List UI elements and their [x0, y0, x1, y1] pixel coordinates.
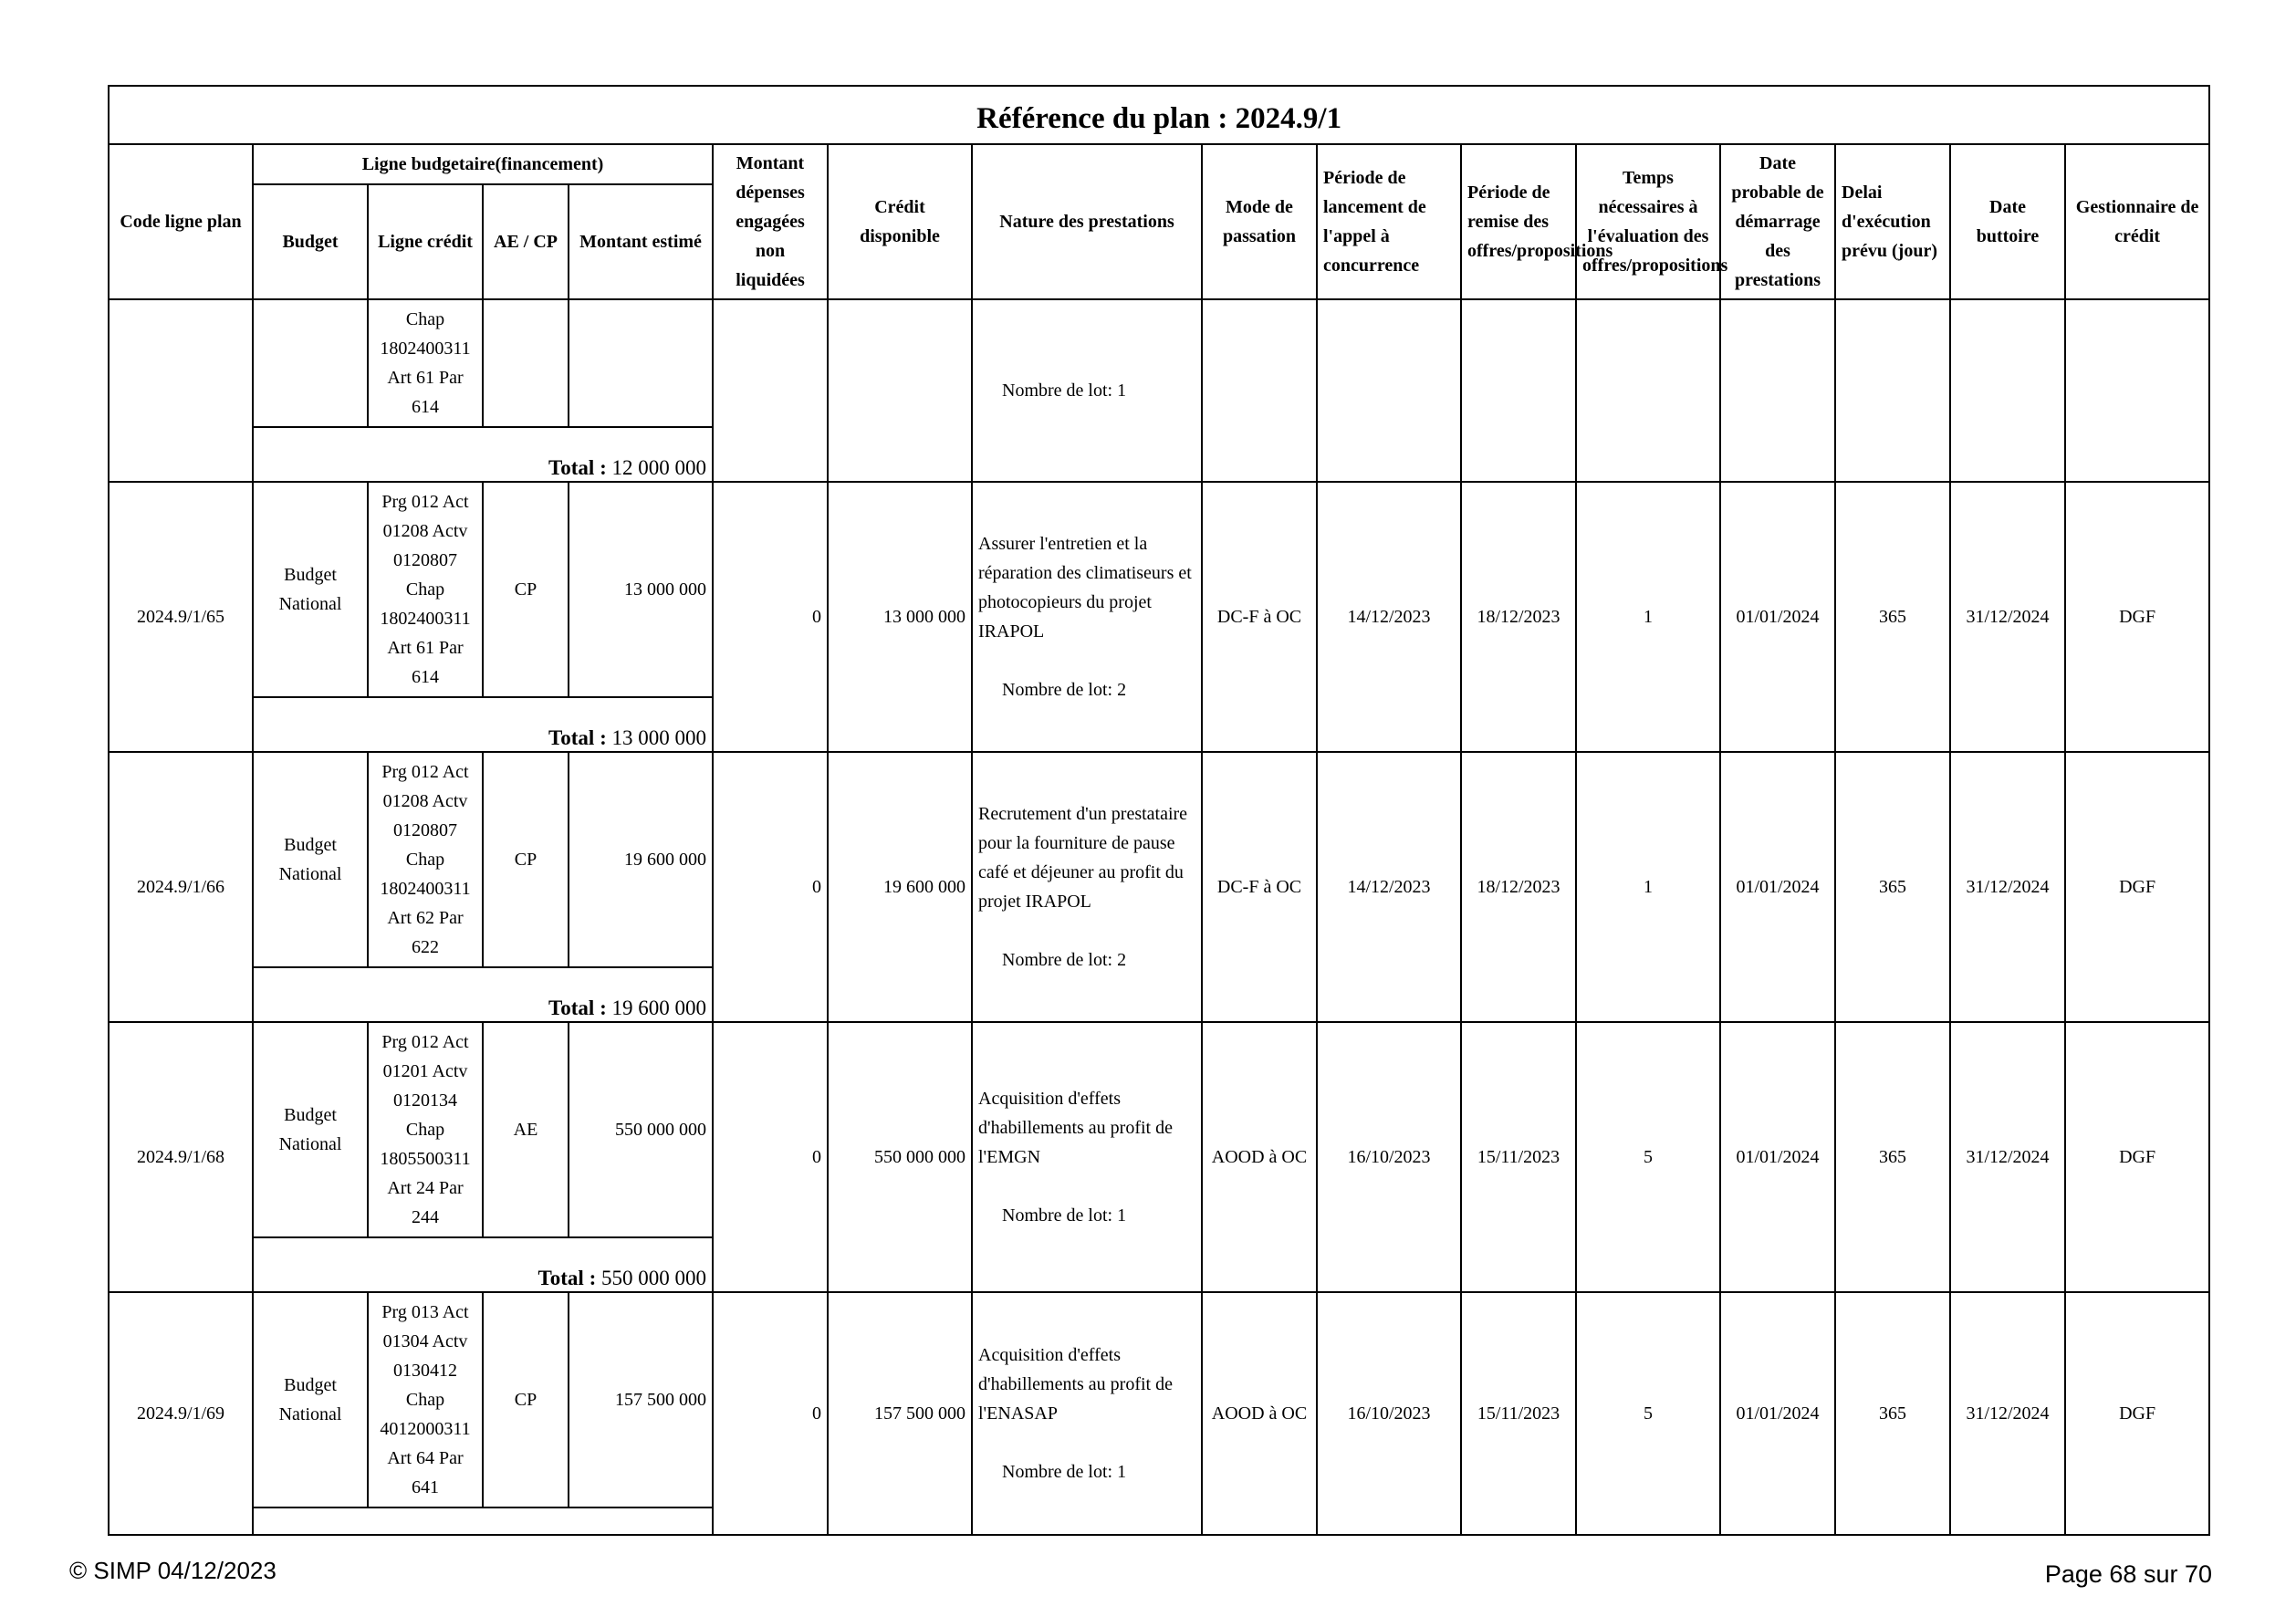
table-row [109, 1292, 2209, 1507]
gestionnaire-cell: DGF [2065, 752, 2209, 1022]
mode-cell: DC-F à OC [1202, 482, 1317, 752]
gestionnaire-cell [2065, 299, 2209, 482]
credit-cell: 19 600 000 [828, 752, 972, 1022]
code-cell: 2024.9/1/68 [109, 1022, 253, 1292]
lot-text: Nombre de lot: 2 [1002, 950, 1127, 970]
engagees-cell: 0 [713, 1292, 828, 1535]
ae-cp-cell: CP [483, 482, 569, 697]
delai-cell [1835, 299, 1950, 482]
credit-cell: 13 000 000 [828, 482, 972, 752]
ae-cp-cell: CP [483, 752, 569, 967]
total-value: 13 000 000 [611, 726, 706, 749]
header-delai: Delai d'exécution prévu (jour) [1835, 144, 1950, 299]
ae-cp-cell: AE [483, 1022, 569, 1237]
delai-cell: 365 [1835, 1292, 1950, 1535]
lancement-cell: 14/12/2023 [1317, 482, 1461, 752]
header-date-demarrage: Date probable de démarrage des prestations [1720, 144, 1835, 299]
gestionnaire-cell: DGF [2065, 482, 2209, 752]
table-row [109, 482, 2209, 697]
montant-cell: 157 500 000 [569, 1292, 713, 1507]
total-label: Total : [548, 996, 607, 1019]
lot-text: Nombre de lot: 1 [1002, 1205, 1127, 1226]
gestionnaire-cell: DGF [2065, 1022, 2209, 1292]
header-gestionnaire: Gestionnaire de crédit [2065, 144, 2209, 299]
header-code: Code ligne plan [109, 144, 253, 299]
credit-cell [828, 299, 972, 482]
table-row [109, 1022, 2209, 1237]
demarrage-cell: 01/01/2024 [1720, 482, 1835, 752]
credit-cell: 157 500 000 [828, 1292, 972, 1535]
nature-cell [972, 482, 1202, 752]
footer-page-number: Page 68 sur 70 [2044, 1560, 2212, 1588]
remise-cell: 15/11/2023 [1461, 1022, 1576, 1292]
engagees-cell [713, 299, 828, 482]
credit-cell: 550 000 000 [828, 1022, 972, 1292]
code-cell: 2024.9/1/66 [109, 752, 253, 1022]
header-budget: Budget [253, 184, 368, 299]
engagees-cell: 0 [713, 752, 828, 1022]
montant-cell: 13 000 000 [569, 482, 713, 697]
temps-cell: 1 [1576, 752, 1720, 1022]
nature-text: Acquisition d'effets d'habillements au profit de l'ENASAP [978, 1345, 1173, 1424]
budget-cell [253, 299, 368, 427]
total-label: Total : [548, 726, 607, 749]
header-temps: Temps nécessaires à l'évaluation des offres/propositions [1576, 144, 1720, 299]
header-mode: Mode de passation [1202, 144, 1317, 299]
nature-cell [972, 299, 1202, 482]
lancement-cell: 16/10/2023 [1317, 1022, 1461, 1292]
budget-cell: Budget National [253, 752, 368, 967]
nature-cell [972, 1292, 1202, 1535]
remise-cell [1461, 299, 1576, 482]
lancement-cell: 14/12/2023 [1317, 752, 1461, 1022]
remise-cell: 15/11/2023 [1461, 1292, 1576, 1535]
table-row [109, 299, 2209, 427]
header-montant-depenses: Montant dépenses engagées non liquidées [713, 144, 828, 299]
header-credit-disponible: Crédit disponible [828, 144, 972, 299]
total-value: 550 000 000 [601, 1267, 706, 1289]
demarrage-cell: 01/01/2024 [1720, 1292, 1835, 1535]
header-ligne-budgetaire: Ligne budgetaire(financement) [253, 144, 713, 184]
delai-cell: 365 [1835, 752, 1950, 1022]
delai-cell: 365 [1835, 482, 1950, 752]
ligne-credit-cell: Prg 012 Act 01208 Actv 0120807 Chap 1802400311 Art 61 Par 614 [368, 482, 483, 697]
montant-cell: 19 600 000 [569, 752, 713, 967]
temps-cell: 5 [1576, 1022, 1720, 1292]
nature-text: Acquisition d'effets d'habillements au profit de l'EMGN [978, 1089, 1173, 1167]
mode-cell [1202, 299, 1317, 482]
buttoir-cell: 31/12/2024 [1950, 752, 2065, 1022]
header-periode-remise: Période de remise des offres/propositions [1461, 144, 1576, 299]
temps-cell: 1 [1576, 482, 1720, 752]
plan-table-wrapper [108, 85, 2208, 1536]
plan-table [108, 85, 2210, 1536]
total-label: Total : [548, 456, 607, 479]
total-cell [253, 697, 713, 752]
gestionnaire-cell: DGF [2065, 1292, 2209, 1535]
total-label: Total : [537, 1267, 597, 1289]
montant-cell: 550 000 000 [569, 1022, 713, 1237]
mode-cell: AOOD à OC [1202, 1022, 1317, 1292]
ae-cp-cell [483, 299, 569, 427]
demarrage-cell: 01/01/2024 [1720, 752, 1835, 1022]
nature-text: Assurer l'entretien et la réparation des climatiseurs et photocopieurs du projet IRAPOL [978, 534, 1192, 642]
buttoir-cell [1950, 299, 2065, 482]
buttoir-cell: 31/12/2024 [1950, 1292, 2065, 1535]
budget-cell: Budget National [253, 1292, 368, 1507]
total-cell [253, 1507, 713, 1535]
header-ligne-credit: Ligne crédit [368, 184, 483, 299]
header-nature: Nature des prestations [972, 144, 1202, 299]
delai-cell: 365 [1835, 1022, 1950, 1292]
ae-cp-cell: CP [483, 1292, 569, 1507]
buttoir-cell: 31/12/2024 [1950, 482, 2065, 752]
ligne-credit-cell: Chap 1802400311 Art 61 Par 614 [368, 299, 483, 427]
total-value: 12 000 000 [611, 456, 706, 479]
montant-cell [569, 299, 713, 427]
demarrage-cell: 01/01/2024 [1720, 1022, 1835, 1292]
total-cell [253, 967, 713, 1022]
total-value: 19 600 000 [611, 996, 706, 1019]
footer-copyright: © SIMP 04/12/2023 [69, 1557, 277, 1584]
remise-cell: 18/12/2023 [1461, 482, 1576, 752]
buttoir-cell: 31/12/2024 [1950, 1022, 2065, 1292]
nature-cell [972, 1022, 1202, 1292]
budget-cell: Budget National [253, 1022, 368, 1237]
engagees-cell: 0 [713, 482, 828, 752]
nature-text: Recrutement d'un prestataire pour la fourniture de pause café et déjeuner au profit du projet IRAPOL [978, 804, 1188, 912]
demarrage-cell [1720, 299, 1835, 482]
nature-cell [972, 752, 1202, 1022]
code-cell: 2024.9/1/69 [109, 1292, 253, 1535]
temps-cell: 5 [1576, 1292, 1720, 1535]
code-cell [109, 299, 253, 482]
code-cell: 2024.9/1/65 [109, 482, 253, 752]
header-montant-estime: Montant estimé [569, 184, 713, 299]
mode-cell: DC-F à OC [1202, 752, 1317, 1022]
header-date-buttoir: Date buttoire [1950, 144, 2065, 299]
lot-text: Nombre de lot: 1 [1002, 381, 1127, 401]
budget-cell: Budget National [253, 482, 368, 697]
ligne-credit-cell: Prg 012 Act 01208 Actv 0120807 Chap 1802400311 Art 62 Par 622 [368, 752, 483, 967]
header-ae-cp: AE / CP [483, 184, 569, 299]
mode-cell: AOOD à OC [1202, 1292, 1317, 1535]
temps-cell [1576, 299, 1720, 482]
lancement-cell: 16/10/2023 [1317, 1292, 1461, 1535]
remise-cell: 18/12/2023 [1461, 752, 1576, 1022]
lot-text: Nombre de lot: 2 [1002, 680, 1127, 700]
ligne-credit-cell: Prg 012 Act 01201 Actv 0120134 Chap 1805500311 Art 24 Par 244 [368, 1022, 483, 1237]
lancement-cell [1317, 299, 1461, 482]
table-row [109, 752, 2209, 967]
total-cell [253, 427, 713, 482]
lot-text: Nombre de lot: 1 [1002, 1462, 1127, 1482]
plan-title: Référence du plan : 2024.9/1 [109, 86, 2209, 144]
header-periode-lancement: Période de lancement de l'appel à concurrence [1317, 144, 1461, 299]
ligne-credit-cell: Prg 013 Act 01304 Actv 0130412 Chap 4012000311 Art 64 Par 641 [368, 1292, 483, 1507]
engagees-cell: 0 [713, 1022, 828, 1292]
total-cell [253, 1237, 713, 1292]
